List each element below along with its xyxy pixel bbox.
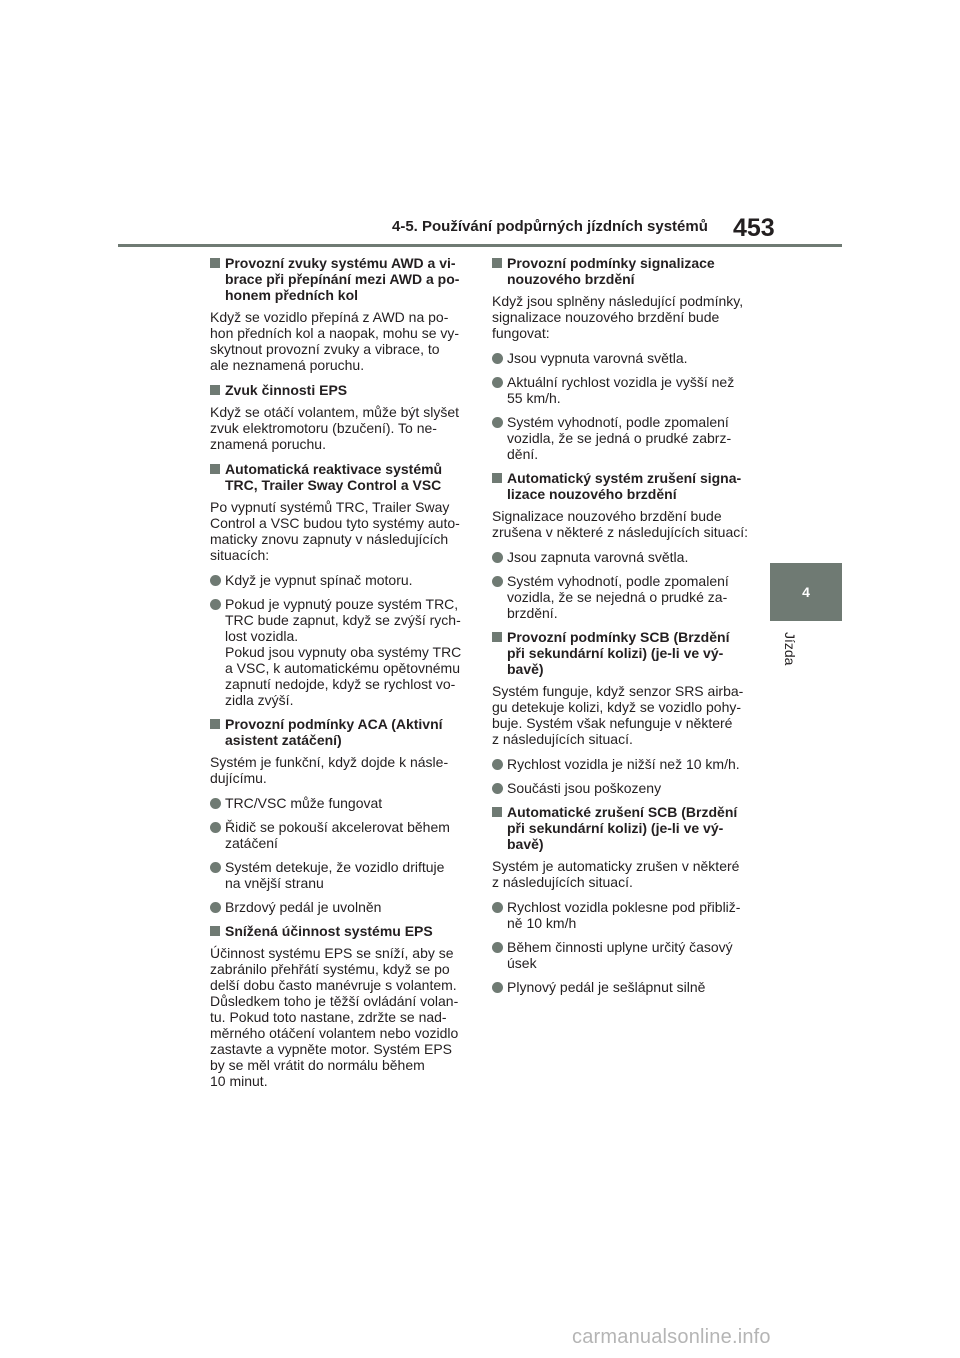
section-heading: Automatická reaktivace systémů TRC, Trailer Sway Control a VSC (210, 461, 472, 493)
list-item: Aktuální rychlost vozidla je vyšší než 55 km/h. (492, 374, 754, 406)
paragraph: Když se otáčí volantem, může být slyšet zvuk elektromotoru (bzučení). To ne- znamená poruchu. (210, 404, 459, 452)
page-number: 453 (733, 214, 775, 242)
paragraph: Systém je funkční, když dojde k násle- dujícímu. (210, 754, 449, 786)
circle-bullet-icon (492, 576, 503, 587)
circle-bullet-icon (210, 798, 221, 809)
square-bullet-icon (210, 258, 220, 268)
paragraph: Účinnost systému EPS se sníží, aby se zabránilo přehřátí systému, když se po delší dobu často manévruje s volantem. Důsledkem toho je těžší ovládání volan- tu. Pokud toto nastane, zdržte se nad- měrného otáčení volantem nebo vozidlo zastavte a vypněte motor. Systém EPS by se měl vrátit do normálu během 10 minut. (210, 945, 459, 1089)
list-item: Když je vypnut spínač motoru. (210, 572, 472, 588)
chapter-tab[interactable] (770, 563, 842, 621)
circle-bullet-icon (210, 575, 221, 586)
list-item: Jsou zapnuta varovná světla. (492, 549, 754, 565)
paragraph: Když jsou splněny následující podmínky, signalizace nouzového brzdění bude fungovat: (492, 293, 744, 341)
list-item: Pokud je vypnutý pouze systém TRC, TRC bude zapnut, když se zvýší rych- lost vozidla. Pokud jsou vypnuty oba systémy TRC a VSC, k automatickému opětovnému zapnutí nedojde, když se rychlost vo- zidla zvýší. (210, 596, 472, 708)
circle-bullet-icon (492, 902, 503, 913)
section-header-title: 4-5. Používání podpůrných jízdních systémů (392, 218, 708, 235)
chapter-label: Jízda (782, 632, 798, 666)
square-bullet-icon (210, 926, 220, 936)
list-item: Jsou vypnuta varovná světla. (492, 350, 754, 366)
list-item: Systém vyhodnotí, podle zpomalení vozidla, že se nejedná o prudké za- brzdění. (492, 573, 754, 621)
circle-bullet-icon (492, 982, 503, 993)
list-item: Plynový pedál je sešlápnut silně (492, 979, 754, 995)
chapter-number: 4 (802, 584, 810, 600)
square-bullet-icon (492, 258, 502, 268)
header-divider (118, 244, 842, 247)
section-heading: Snížená účinnost systému EPS (210, 923, 472, 939)
circle-bullet-icon (492, 783, 503, 794)
circle-bullet-icon (210, 822, 221, 833)
paragraph: Signalizace nouzového brzdění bude zrušena v některé z následujících situací: (492, 508, 749, 540)
square-bullet-icon (210, 719, 220, 729)
circle-bullet-icon (492, 942, 503, 953)
section-heading: Provozní podmínky SCB (Brzdění při sekundární kolizi) (je-li ve vý- bavě) (492, 629, 754, 677)
square-bullet-icon (210, 385, 220, 395)
right-column (492, 255, 754, 1003)
list-item: Brzdový pedál je uvolněn (210, 899, 472, 915)
square-bullet-icon (492, 473, 502, 483)
circle-bullet-icon (492, 377, 503, 388)
list-item: Systém detekuje, že vozidlo driftuje na vnější stranu (210, 859, 472, 891)
square-bullet-icon (492, 807, 502, 817)
left-column (210, 255, 472, 1098)
circle-bullet-icon (492, 353, 503, 364)
list-item: Během činnosti uplyne určitý časový úsek (492, 939, 754, 971)
circle-bullet-icon (210, 902, 221, 913)
paragraph: Systém je automaticky zrušen v některé z následujících situací. (492, 858, 740, 890)
list-item: Rychlost vozidla poklesne pod přibliž- ně 10 km/h (492, 899, 754, 931)
section-heading: Automatický systém zrušení signa- lizace nouzového brzdění (492, 470, 754, 502)
circle-bullet-icon (492, 759, 503, 770)
list-item: Systém vyhodnotí, podle zpomalení vozidla, že se jedná o prudké zabrz- dění. (492, 414, 754, 462)
list-item: Řidič se pokouší akcelerovat během zatáčení (210, 819, 472, 851)
section-heading: Provozní zvuky systému AWD a vi- brace při přepínání mezi AWD a po- honem předních kol (210, 255, 472, 303)
paragraph: Po vypnutí systémů TRC, Trailer Sway Control a VSC budou tyto systémy auto- maticky znovu zapnuty v následujících situacích: (210, 499, 460, 563)
circle-bullet-icon (492, 417, 503, 428)
section-heading: Automatické zrušení SCB (Brzdění při sekundární kolizi) (je-li ve vý- bavě) (492, 804, 754, 852)
list-item: TRC/VSC může fungovat (210, 795, 472, 811)
list-item: Součásti jsou poškozeny (492, 780, 754, 796)
circle-bullet-icon (210, 599, 221, 610)
section-heading: Provozní podmínky signalizace nouzového brzdění (492, 255, 754, 287)
circle-bullet-icon (210, 862, 221, 873)
paragraph: Systém funguje, když senzor SRS airba- gu detekuje kolizi, když se vozidlo pohy- buje. Systém však nefunguje v některé z následujících situací. (492, 683, 744, 747)
section-heading: Zvuk činnosti EPS (210, 382, 472, 398)
square-bullet-icon (492, 632, 502, 642)
watermark: carmanualsonline.info (572, 1326, 771, 1348)
paragraph: Když se vozidlo přepíná z AWD na po- hon předních kol a naopak, mohu se vy- skytnout provozní zvuky a vibrace, to ale neznamená poruchu. (210, 309, 460, 373)
square-bullet-icon (210, 464, 220, 474)
section-heading: Provozní podmínky ACA (Aktivní asistent zatáčení) (210, 716, 472, 748)
list-item: Rychlost vozidla je nižší než 10 km/h. (492, 756, 754, 772)
circle-bullet-icon (492, 552, 503, 563)
